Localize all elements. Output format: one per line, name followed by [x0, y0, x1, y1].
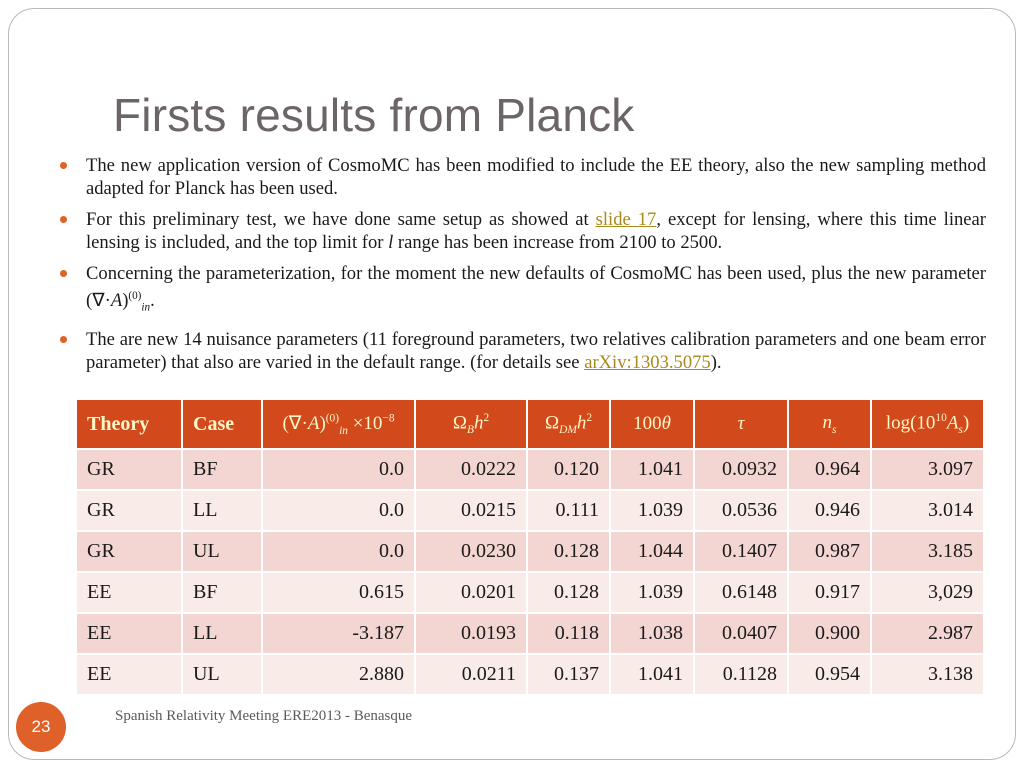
- table-cell: 1.039: [610, 572, 694, 613]
- table-cell: 0.128: [527, 572, 610, 613]
- table-cell: 3.097: [871, 449, 984, 490]
- header-omega-dm: $\Omega_{DM}h^2$: [527, 400, 610, 449]
- table-cell: 0.128: [527, 531, 610, 572]
- table-cell: 0.0215: [415, 490, 527, 531]
- bullet-icon: [60, 336, 67, 343]
- table-cell: 0.615: [262, 572, 415, 613]
- table-cell: 0.917: [788, 572, 871, 613]
- table-cell: 0.111: [527, 490, 610, 531]
- table-cell: 0.137: [527, 654, 610, 694]
- table-row: [77, 572, 984, 613]
- table-cell: 1.039: [610, 490, 694, 531]
- table-cell: GR: [77, 490, 182, 531]
- slide-title: Firsts results from Planck: [113, 89, 635, 141]
- table-cell: 0.954: [788, 654, 871, 694]
- header-log-as: $\log(10^{10}A_s)$: [871, 400, 984, 449]
- table-cell: 0.0222: [415, 449, 527, 490]
- table-cell: 0.0407: [694, 613, 788, 654]
- table-cell: 1.038: [610, 613, 694, 654]
- header-theta: 100θ: [610, 400, 694, 449]
- table-cell: UL: [182, 654, 262, 694]
- table-cell: 0.0536: [694, 490, 788, 531]
- bullet-item: [60, 208, 986, 254]
- results-table: [77, 400, 985, 694]
- table-cell: GR: [77, 531, 182, 572]
- table-cell: 1.041: [610, 449, 694, 490]
- table-cell: LL: [182, 613, 262, 654]
- bullet-text: l: [388, 232, 394, 253]
- table-header-row: [77, 400, 984, 449]
- table-cell: -3.187: [262, 613, 415, 654]
- table-cell: EE: [77, 654, 182, 694]
- header-case: Case: [182, 400, 262, 449]
- table-row: [77, 613, 984, 654]
- table-cell: EE: [77, 613, 182, 654]
- bullet-list: [60, 154, 986, 382]
- bullet-text: The new application version of CosmoMC has been modified to include the EE theory, also the new sampling method adapted for Planck has been used.: [86, 155, 986, 199]
- table-cell: 0.0: [262, 490, 415, 531]
- header-divergence: $(\nabla\cdot A)^{(0)}_{in} \times 10^{-8}$: [262, 400, 415, 449]
- slide-link[interactable]: slide 17: [595, 209, 657, 230]
- table-cell: 0.1407: [694, 531, 788, 572]
- table-cell: 0.946: [788, 490, 871, 531]
- bullet-text: Concerning the parameterization, for the moment the new defaults of CosmoMC has been used, plus the new parameter: [86, 263, 986, 284]
- table-cell: 2.880: [262, 654, 415, 694]
- table-cell: 0.0193: [415, 613, 527, 654]
- table-cell: 3,029: [871, 572, 984, 613]
- table-cell: 0.900: [788, 613, 871, 654]
- table-row: [77, 654, 984, 694]
- bullet-icon: [60, 162, 67, 169]
- table-row: [77, 449, 984, 490]
- table-row: [77, 490, 984, 531]
- table-cell: 0.964: [788, 449, 871, 490]
- table-cell: 3.185: [871, 531, 984, 572]
- table-cell: 1.044: [610, 531, 694, 572]
- table-cell: 2.987: [871, 613, 984, 654]
- table-cell: 0.0230: [415, 531, 527, 572]
- table-cell: BF: [182, 572, 262, 613]
- bullet-item: [60, 154, 986, 200]
- footer-text: Spanish Relativity Meeting ERE2013 - Benasque: [115, 708, 413, 724]
- table-cell: 0.1128: [694, 654, 788, 694]
- bullet-text: ).: [710, 351, 722, 373]
- header-tau: τ: [694, 400, 788, 449]
- arxiv-link[interactable]: arXiv:1303.5075: [584, 351, 711, 373]
- header-ns: $n_s$: [788, 400, 871, 449]
- bullet-text: , except for lensing, where this time linear lensing is included, and the top limit for: [86, 209, 986, 253]
- table-cell: 0.987: [788, 531, 871, 572]
- bullet-icon: [60, 270, 67, 277]
- table-cell: 0.118: [527, 613, 610, 654]
- bullet-text: For this preliminary test, we have done same setup as showed at: [86, 209, 596, 230]
- table-row: [77, 531, 984, 572]
- parameter-formula: $(\nabla\cdot A)^{(0)}_{in}$: [86, 290, 151, 314]
- table-cell: 0.120: [527, 449, 610, 490]
- table-cell: 0.6148: [694, 572, 788, 613]
- table-cell: 1.041: [610, 654, 694, 694]
- table-cell: 0.0: [262, 531, 415, 572]
- table-cell: 0.0201: [415, 572, 527, 613]
- bullet-icon: [60, 216, 67, 223]
- table-cell: 3.014: [871, 490, 984, 531]
- table-cell: 3.138: [871, 654, 984, 694]
- table-cell: BF: [182, 449, 262, 490]
- table-cell: 0.0211: [415, 654, 527, 694]
- page-number-badge: 23: [16, 702, 66, 752]
- table-cell: UL: [182, 531, 262, 572]
- table-cell: GR: [77, 449, 182, 490]
- table-cell: EE: [77, 572, 182, 613]
- table-cell: 0.0: [262, 449, 415, 490]
- bullet-text: The are new 14 nuisance parameters (11 foreground parameters, two relatives calibration parameters and one beam error parameter) that also are varied in the default range. (for details see: [86, 328, 986, 373]
- table-cell: 0.0932: [694, 449, 788, 490]
- table-cell: LL: [182, 490, 262, 531]
- bullet-text: range has been increase from 2100 to 2500.: [393, 232, 723, 253]
- header-omega-b: $\Omega_Bh^2$: [415, 400, 527, 449]
- bullet-item: Concerning the parameterization, for the moment the new defaults of CosmoMC has been used, plus the new parameter $(\nabla\cdot A)^{(0)}_{in}$.: [60, 262, 986, 320]
- header-theory: Theory: [77, 400, 182, 449]
- bullet-item: [60, 328, 986, 374]
